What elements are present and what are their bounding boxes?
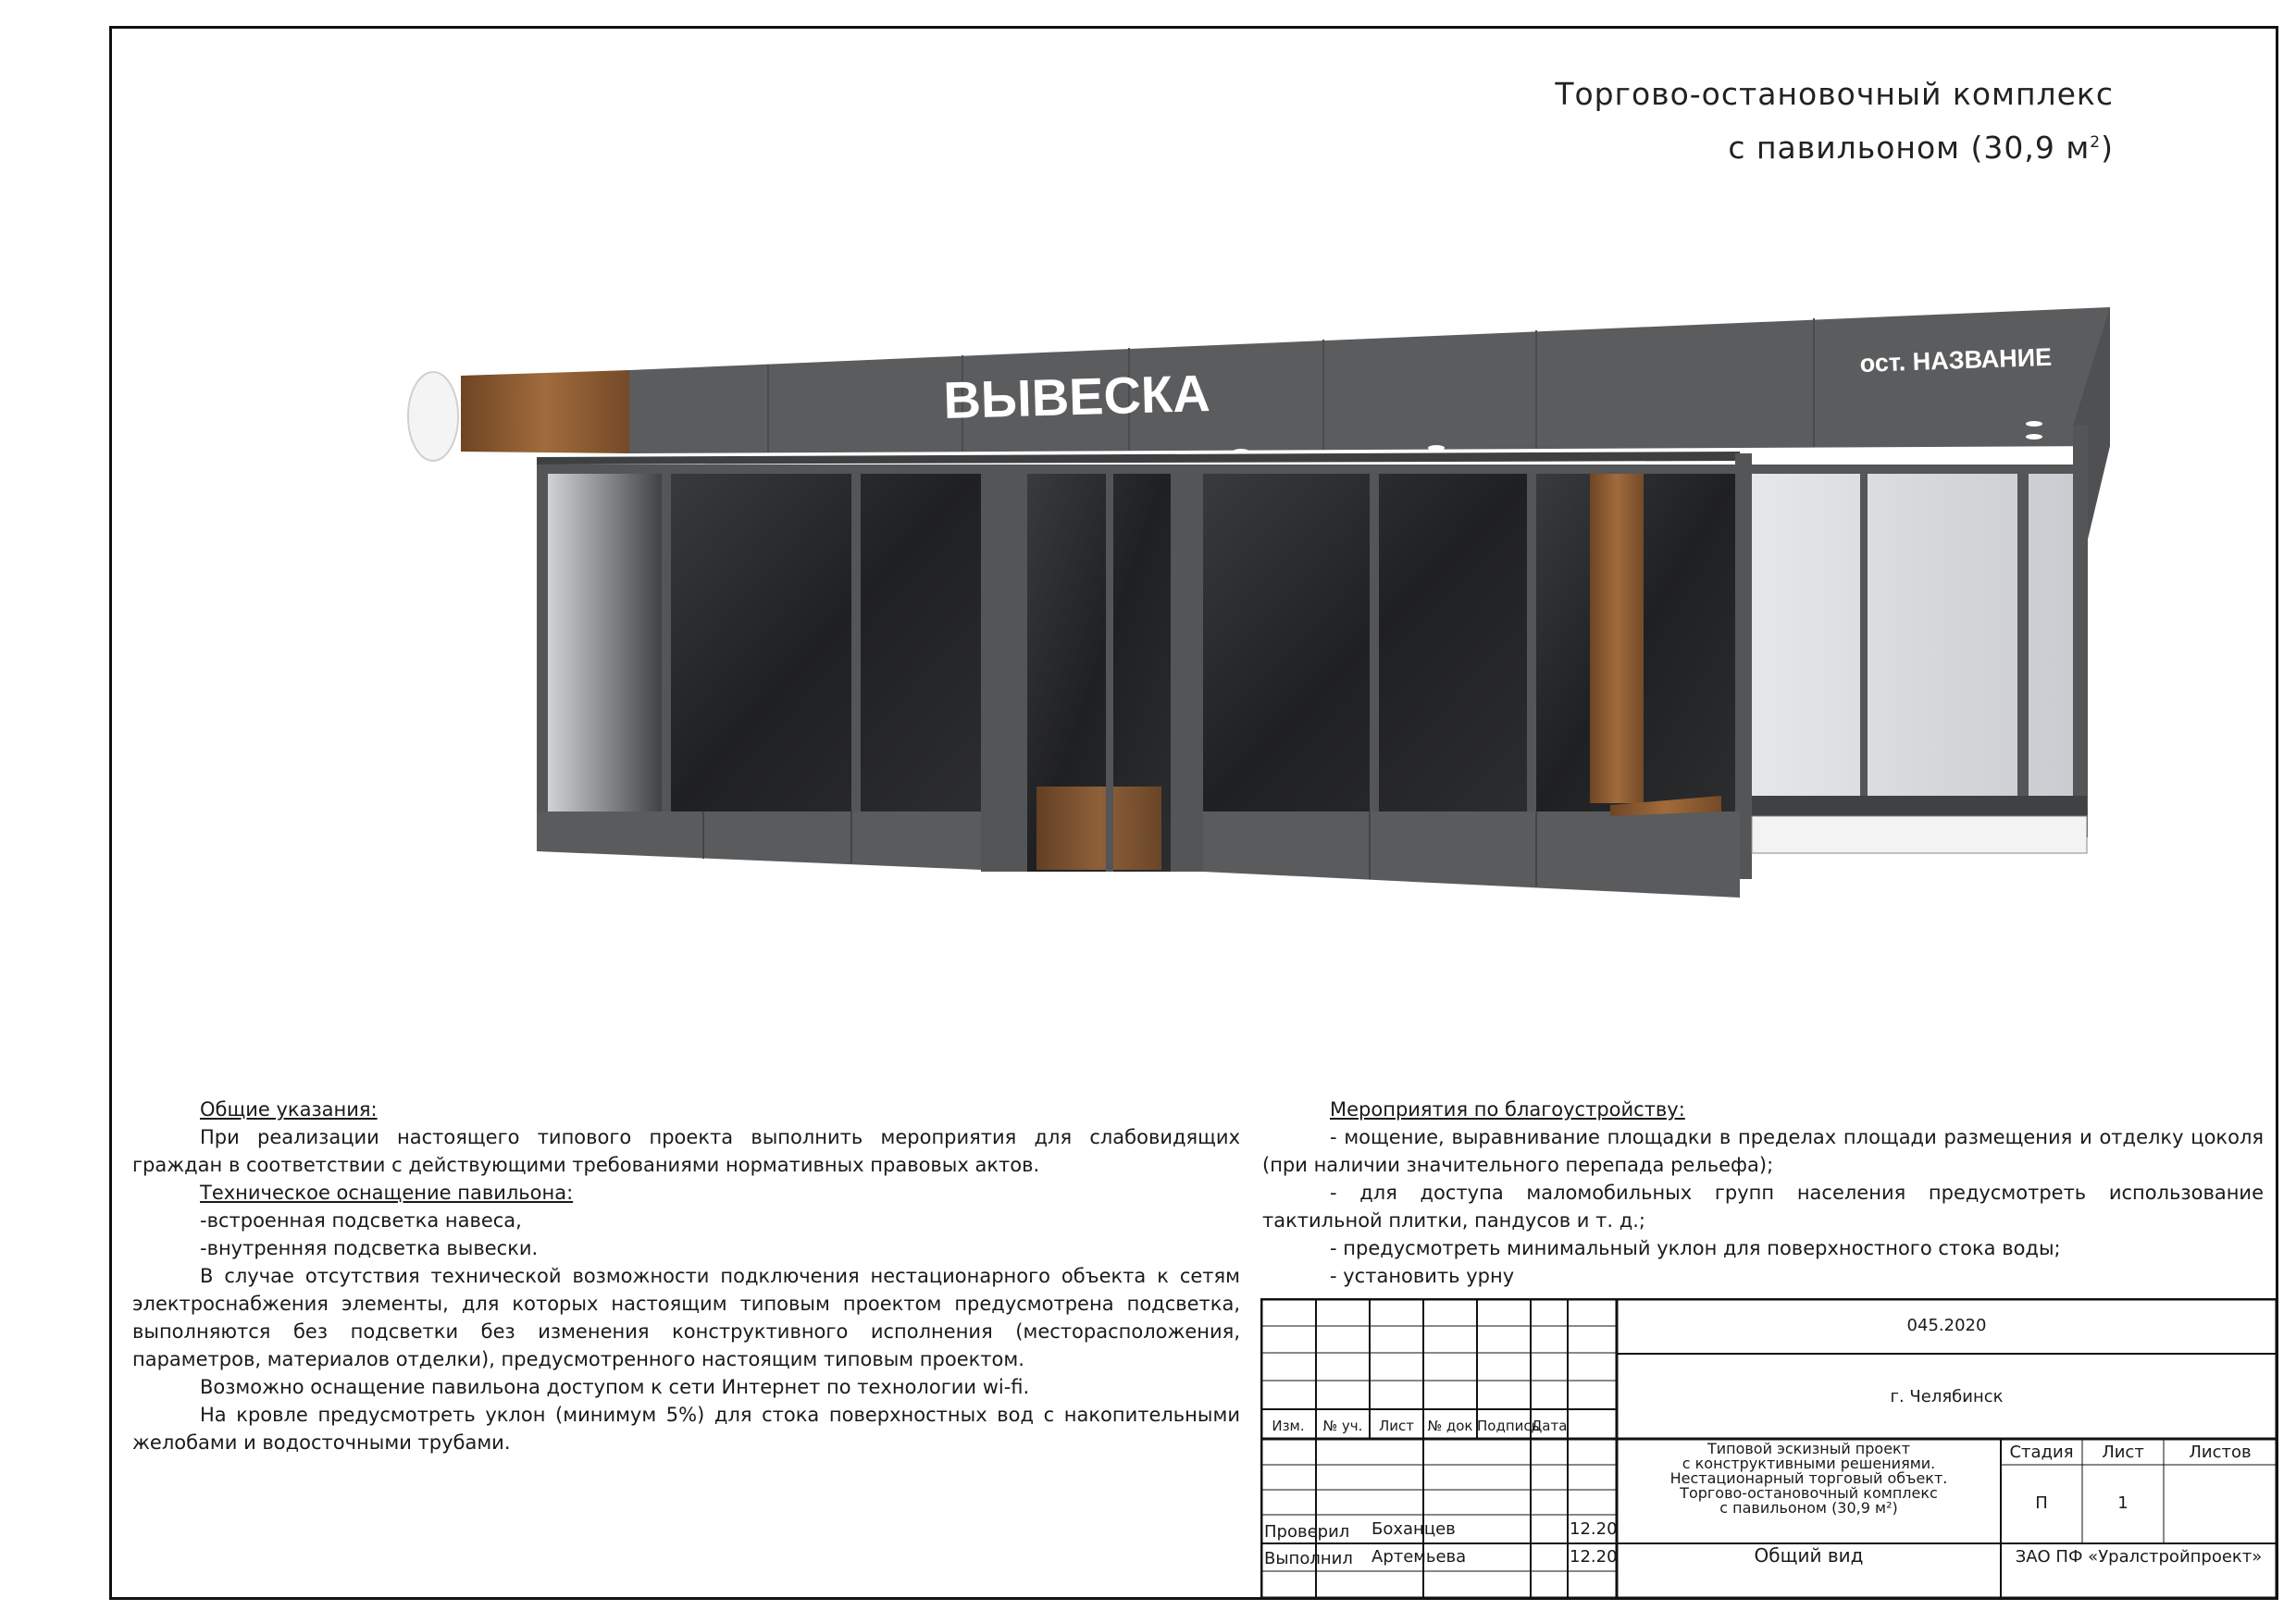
desc-line-3: Нестационарный торговый объект. bbox=[1669, 1469, 1948, 1487]
stage-value: П bbox=[2035, 1493, 2048, 1513]
sheet-value: 1 bbox=[2117, 1493, 2128, 1513]
desc-line-1: Типовой эскизный проект bbox=[1706, 1440, 1911, 1457]
stamp-description bbox=[1617, 1442, 2001, 1516]
pavilion-render-svg bbox=[389, 296, 2147, 907]
col-nuch: № уч. bbox=[1322, 1418, 1363, 1434]
stage-label: Стадия bbox=[2009, 1443, 2074, 1462]
main-fascia bbox=[629, 307, 2110, 453]
checked-date: 12.20 bbox=[1570, 1519, 1618, 1539]
title-block-stamp bbox=[1260, 1298, 2278, 1600]
col-izm: Изм. bbox=[1272, 1418, 1305, 1434]
tech-item-2: -внутренняя подсветка вывески. bbox=[200, 1237, 539, 1259]
landscaping-item-1: - мощение, выравнивание площадки в пределах площади размещения и отделку цоколя (при наличии значительного перепада рельефа); bbox=[1262, 1126, 2264, 1176]
general-notes bbox=[132, 1096, 1240, 1456]
general-heading: Общие указания: bbox=[200, 1098, 378, 1121]
desc-line-4: Торгово-остановочный комплекс bbox=[1680, 1484, 1938, 1502]
sign-stop: ост. НАЗВАНИЕ bbox=[1859, 342, 2053, 378]
sign-main: ВЫВЕСКА bbox=[942, 363, 1211, 429]
landscaping-item-4: - установить урну bbox=[1330, 1265, 1515, 1287]
bench-base bbox=[1752, 796, 2087, 816]
desc-line-5: с павильоном (30,9 м²) bbox=[1719, 1499, 1898, 1517]
tech-item-1: -встроенная подсветка навеса, bbox=[200, 1209, 522, 1232]
done-date: 12.20 bbox=[1570, 1547, 1618, 1567]
organization: ЗАО ПФ «Уралстройпроект» bbox=[2015, 1547, 2263, 1567]
glass-left bbox=[666, 465, 981, 812]
col-podpis: Подпись bbox=[1477, 1418, 1540, 1434]
sheet-title bbox=[1555, 69, 2114, 172]
general-text: При реализации настоящего типового проекта выполнить мероприятия для слабовидящих граждан в соответствии с действующими требованиями нормативных правовых актов. bbox=[132, 1126, 1240, 1176]
door-floor-wood bbox=[1036, 787, 1161, 870]
landscaping-item-2: - для доступа маломобильных групп населения предусмотреть использование тактильной плитки, пандусов и т. д.; bbox=[1262, 1182, 2264, 1232]
round-lamp bbox=[408, 372, 458, 461]
done-name: Артемьева bbox=[1371, 1547, 1467, 1567]
col-list: Лист bbox=[1378, 1418, 1414, 1434]
pavilion-render bbox=[389, 296, 2147, 907]
tech-text: В случае отсутствия технической возможности подключения нестационарного объекта к сетям электроснабжения элементы, для которых настоящим типовым проектом предусмотрена подсветка, выполняются без подсветки без изменения конструктивного исполнения (месторасположения, параметров, материалов отделки), предусмотренного настоящим типовым проектом. bbox=[132, 1265, 1240, 1370]
checked-name: Боханцев bbox=[1371, 1519, 1456, 1539]
checked-role: Проверил bbox=[1264, 1522, 1350, 1542]
wood-column bbox=[1590, 470, 1644, 803]
desc-line-2: с конструктивными решениями. bbox=[1682, 1455, 1936, 1472]
landscaping-notes bbox=[1262, 1096, 2264, 1290]
tech-heading: Техническое оснащение павильона: bbox=[200, 1182, 574, 1204]
base-plinth bbox=[537, 812, 981, 870]
sheet-title-line2: с павильоном (30,9 $м^2$) bbox=[1728, 130, 2114, 166]
done-role: Выполнил bbox=[1264, 1549, 1353, 1568]
view-name: Общий вид bbox=[1754, 1544, 1864, 1567]
sheets-label: Листов bbox=[2189, 1443, 2252, 1462]
col-ndok: № док bbox=[1427, 1418, 1473, 1434]
roof-text: На кровле предусмотреть уклон (минимум 5%) для стока поверхностных вод с накопительными желобами и водосточными трубами. bbox=[132, 1404, 1240, 1454]
landscaping-heading: Мероприятия по благоустройству: bbox=[1330, 1098, 1685, 1121]
wood-fascia bbox=[461, 370, 629, 453]
wifi-text: Возможно оснащение павильона доступом к сети Интернет по технологии wi-fi. bbox=[200, 1376, 1030, 1398]
stamp-city: г. Челябинск bbox=[1890, 1387, 2004, 1406]
landscaping-item-3: - предусмотреть минимальный уклон для поверхностного стока воды; bbox=[1330, 1237, 2061, 1259]
col-data: Дата bbox=[1531, 1418, 1568, 1434]
sheet-label: Лист bbox=[2102, 1443, 2144, 1462]
stamp-code: 045.2020 bbox=[1906, 1316, 1987, 1335]
glass-left-reflect bbox=[541, 465, 666, 812]
sheet-title-line1: Торгово-остановочный комплекс bbox=[1555, 76, 2114, 112]
